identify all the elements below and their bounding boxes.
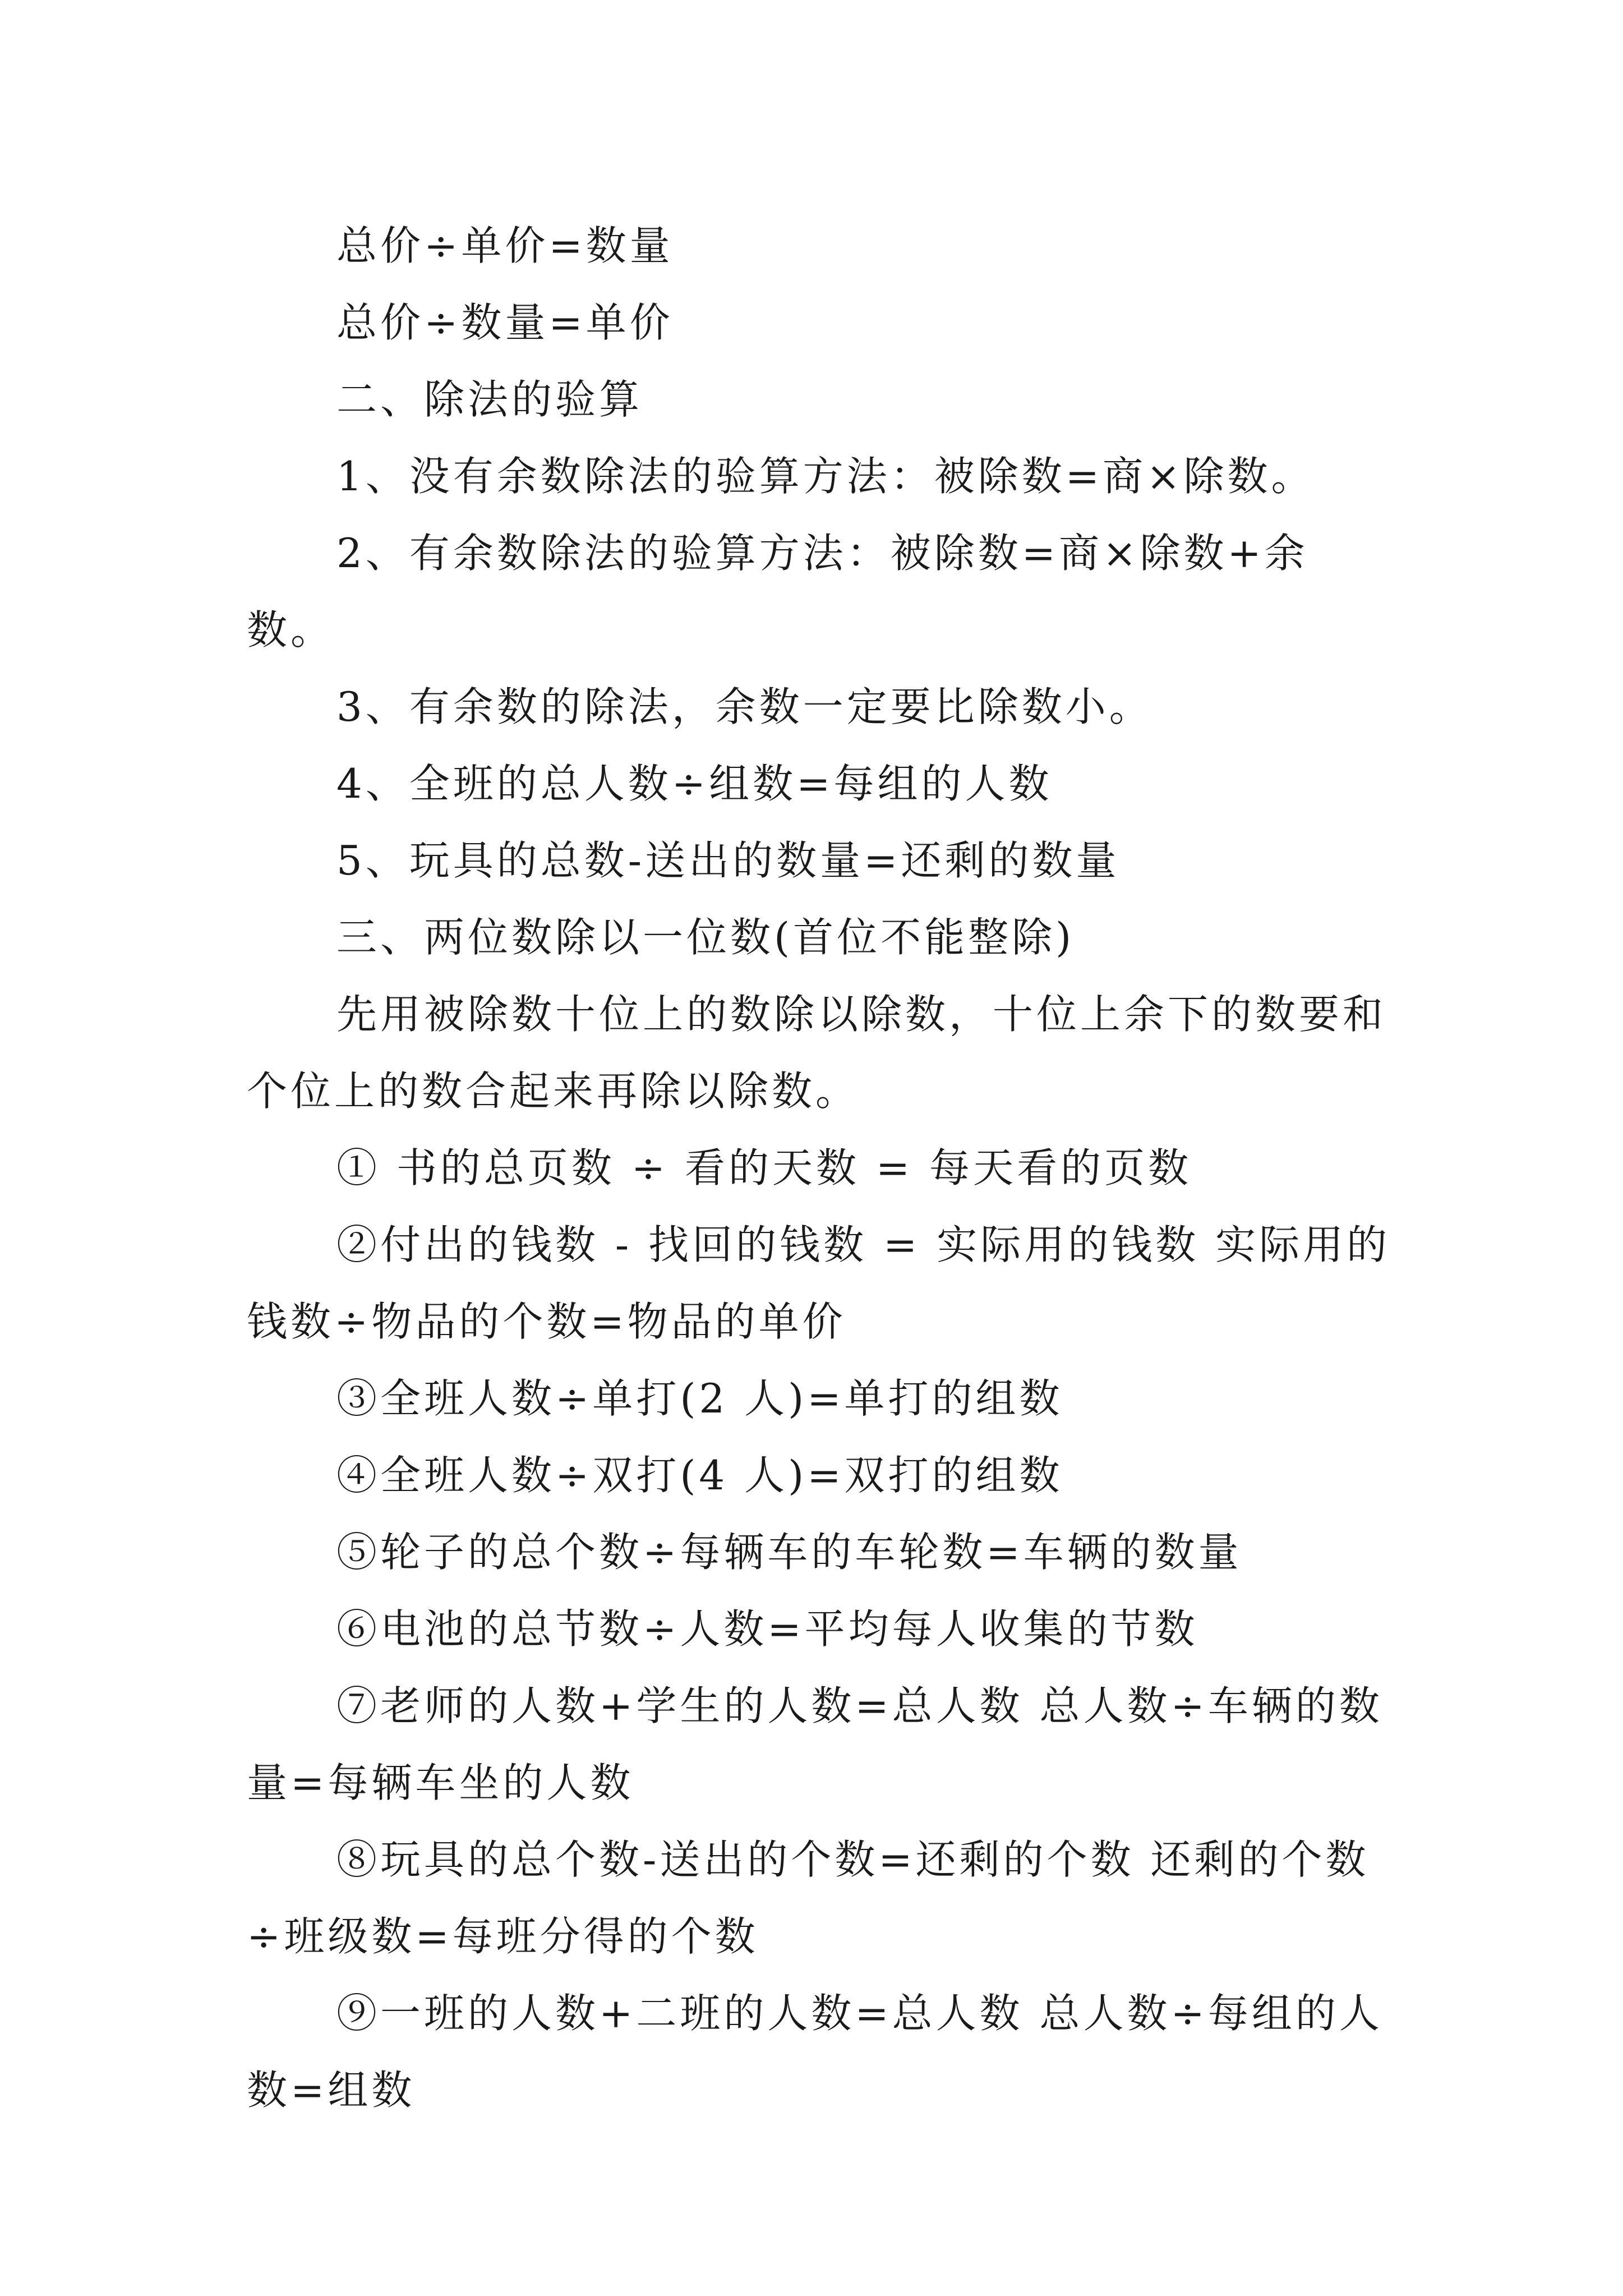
example-item-1: ① 书的总页数 ÷ 看的天数 = 每天看的页数 [336, 1144, 1192, 1191]
section-heading-division-check: 二、除法的验算 [336, 376, 643, 423]
section-heading-two-digit-division: 三、两位数除以一位数(首位不能整除) [336, 914, 1075, 961]
document-body [247, 208, 1391, 2129]
example-item-6: ⑥电池的总节数÷人数=平均每人收集的节数 [336, 1605, 1198, 1653]
rule-item-5: 5、玩具的总数-送出的数量=还剩的数量 [336, 837, 1120, 884]
example-item-8: ⑧玩具的总个数-送出的个数=还剩的个数 还剩的个数÷班级数=每班分得的个数 [247, 1836, 1370, 1960]
rule-item-4: 4、全班的总人数÷组数=每组的人数 [336, 760, 1053, 807]
rule-item-2: 2、有余数除法的验算方法：被除数=商×除数+余数。 [247, 530, 1308, 654]
formula-line-total-price-div-unit-price: 总价÷单价=数量 [336, 222, 674, 269]
example-item-9: ⑨一班的人数+二班的人数=总人数 总人数÷每组的人数=组数 [247, 1990, 1383, 2114]
example-item-2: ②付出的钱数 - 找回的钱数 = 实际用的钱数 实际用的钱数÷物品的个数=物品的单价 [247, 1221, 1391, 1345]
formula-line-total-price-div-quantity: 总价÷数量=单价 [336, 299, 674, 346]
method-paragraph: 先用被除数十位上的数除以除数，十位上余下的数要和个位上的数合起来再除以除数。 [247, 991, 1387, 1115]
rule-item-3: 3、有余数的除法，余数一定要比除数小。 [336, 683, 1153, 730]
rule-item-1: 1、没有余数除法的验算方法：被除数=商×除数。 [336, 453, 1315, 500]
example-item-4: ④全班人数÷双打(4 人)=双打的组数 [336, 1452, 1063, 1499]
example-item-3: ③全班人数÷单打(2 人)=单打的组数 [336, 1375, 1063, 1422]
example-item-5: ⑤轮子的总个数÷每辆车的车轮数=车辆的数量 [336, 1529, 1242, 1576]
example-item-7: ⑦老师的人数+学生的人数=总人数 总人数÷车辆的数量=每辆车坐的人数 [247, 1682, 1383, 1806]
